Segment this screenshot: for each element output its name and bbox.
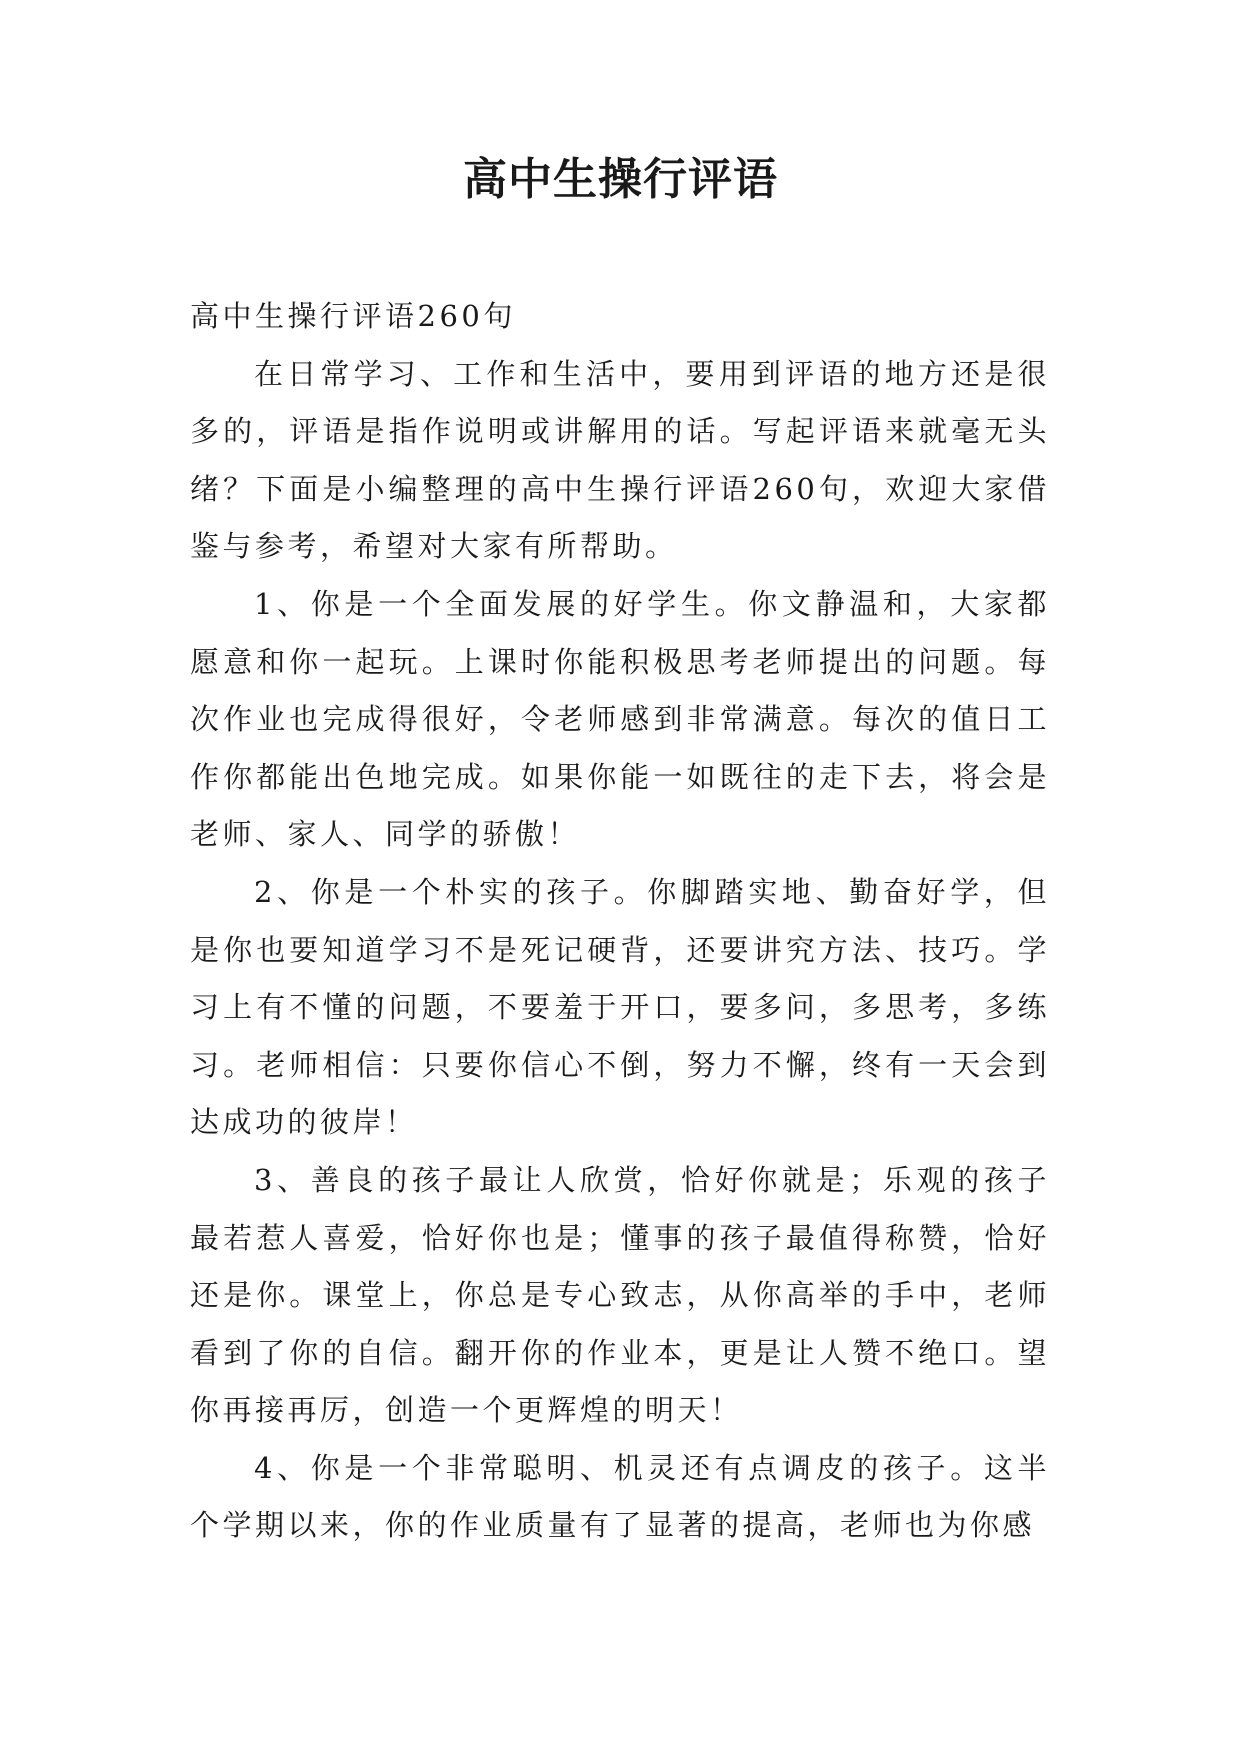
comment-paragraph-3: 3、善良的孩子最让人欣赏，恰好你就是；乐观的孩子最若惹人喜爱，恰好你也是；懂事的孩子最值得称赞，恰好还是你。课堂上，你总是专心致志，从你高举的手中，老师看到了你的自信。翻开你的作业本，更是让人赞不绝口。望你再接再厉，创造一个更辉煌的明天！ xyxy=(190,1162,1050,1428)
document-title: 高中生操行评语 xyxy=(463,154,778,205)
intro-paragraph: 在日常学习、工作和生活中，要用到评语的地方还是很多的，评语是指作说明或讲解用的话。写起评语来就毫无头绪？下面是小编整理的高中生操行评语260句，欢迎大家借鉴与参考，希望对大家有所帮助。 xyxy=(190,356,1050,564)
comment-paragraph-1: 1、你是一个全面发展的好学生。你文静温和，大家都愿意和你一起玩。上课时你能积极思考老师提出的问题。每次作业也完成得很好，令老师感到非常满意。每次的值日工作你都能出色地完成。如果你能一如既往的走下去，将会是老师、家人、同学的骄傲！ xyxy=(190,586,1050,852)
document-body xyxy=(190,288,1050,1555)
comment-paragraph-4: 4、你是一个非常聪明、机灵还有点调皮的孩子。这半个学期以来，你的作业质量有了显著的提高，老师也为你感 xyxy=(190,1450,1050,1543)
document-subtitle: 高中生操行评语260句 xyxy=(190,299,516,333)
comment-paragraph-2: 2、你是一个朴实的孩子。你脚踏实地、勤奋好学，但是你也要知道学习不是死记硬背，还要讲究方法、技巧。学习上有不懂的问题，不要羞于开口，要多问，多思考，多练习。老师相信：只要你信心不倒，努力不懈，终有一天会到达成功的彼岸！ xyxy=(190,874,1050,1140)
